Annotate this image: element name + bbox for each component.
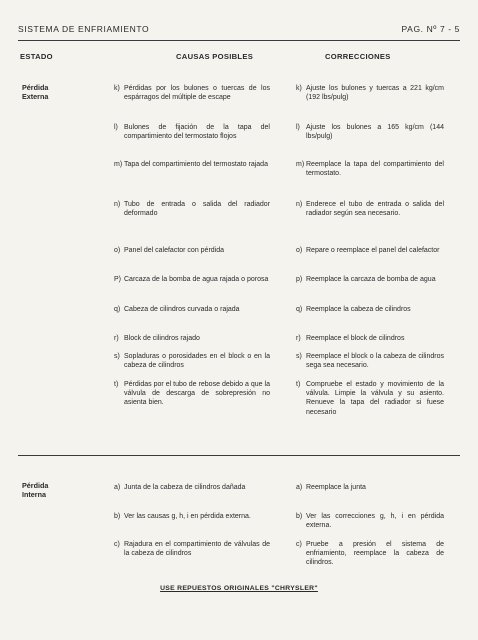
column-header-correcciones: CORRECCIONES xyxy=(325,52,391,61)
fix-item: c) Pruebe a presión el sistema de enfriamiento, reemplace la cabeza de cilindros. xyxy=(296,541,444,567)
cause-item: r) Block de cilindros rajado xyxy=(114,335,200,342)
cause-item: n) Tubo de entrada o salida del radiador deformado xyxy=(114,201,270,218)
fix-item: p) Reemplace la carcaza de bomba de agua xyxy=(296,276,436,283)
fix-item: o) Repare o reemplace el panel del calefactor xyxy=(296,247,440,254)
section-divider xyxy=(18,455,460,456)
cause-item: c) Rajadura en el compartimiento de válvulas de la cabeza de cilindros xyxy=(114,541,270,558)
cause-item: m) Tapa del compartimiento del termostato rajada xyxy=(114,161,268,168)
header-rule xyxy=(18,40,460,41)
estado-perdida-externa: Pérdida Externa xyxy=(22,83,49,101)
fix-item: r) Reemplace el block de cilindros xyxy=(296,335,405,342)
cause-item: k) Pérdidas por los bulones o tuercas de los espárragos del múltiple de escape xyxy=(114,85,270,102)
fix-item: m) Reemplace la tapa del compartimiento del termostato. xyxy=(296,161,444,178)
estado-perdida-interna: Pérdida Interna xyxy=(22,481,49,499)
fix-item: s) Reemplace el block o la cabeza de cilindros sega sea necesario. xyxy=(296,353,444,370)
cause-item: l) Bulones de fijación de la tapa del compartimiento del termostato flojos xyxy=(114,124,270,141)
fix-item: k) Ajuste los bulones y tuercas a 221 kg/cm (192 lbs/pulg) xyxy=(296,85,444,102)
footer-note xyxy=(0,585,478,592)
page-number: PAG. Nº 7 - 5 xyxy=(401,24,460,34)
cause-item: b) Ver las causas g, h, i en pérdida externa. xyxy=(114,513,251,520)
page-header xyxy=(18,24,460,38)
fix-item: a) Reemplace la junta xyxy=(296,484,366,491)
cause-item: t) Pérdidas por el tubo de rebose debido a que la válvula de descarga de sobrepresión no asienta bien. xyxy=(114,381,270,407)
section-title: SISTEMA DE ENFRIAMIENTO xyxy=(18,24,150,34)
fix-item: b) Ver las correcciones g, h, i en pérdida externa. xyxy=(296,513,444,530)
footer-text: USE REPUESTOS ORIGINALES "CHRYSLER" xyxy=(160,585,318,592)
cause-item: q) Cabeza de cilindros curvada o rajada xyxy=(114,306,240,313)
column-header-causas: CAUSAS POSIBLES xyxy=(176,52,254,61)
fix-item: t) Compruebe el estado y movimiento de la válvula. Limpie la válvula y su asiento. Renueve la tapa del radiador si fuese necesario xyxy=(296,381,444,416)
cause-item: s) Sopladuras o porosidades en el block o en la cabeza de cilindros xyxy=(114,353,270,370)
fix-item: q) Reemplace la cabeza de cilindros xyxy=(296,306,411,313)
cause-item: o) Panel del calefactor con pérdida xyxy=(114,247,225,254)
cause-item: P) Carcaza de la bomba de agua rajada o porosa xyxy=(114,276,269,283)
fix-item: l) Ajuste los bulones a 165 kg/cm (144 lbs/pulg) xyxy=(296,124,444,141)
column-header-estado: ESTADO xyxy=(20,52,53,61)
fix-item: n) Enderece el tubo de entrada o salida del radiador según sea necesario. xyxy=(296,201,444,218)
cause-item: a) Junta de la cabeza de cilindros dañada xyxy=(114,484,246,491)
